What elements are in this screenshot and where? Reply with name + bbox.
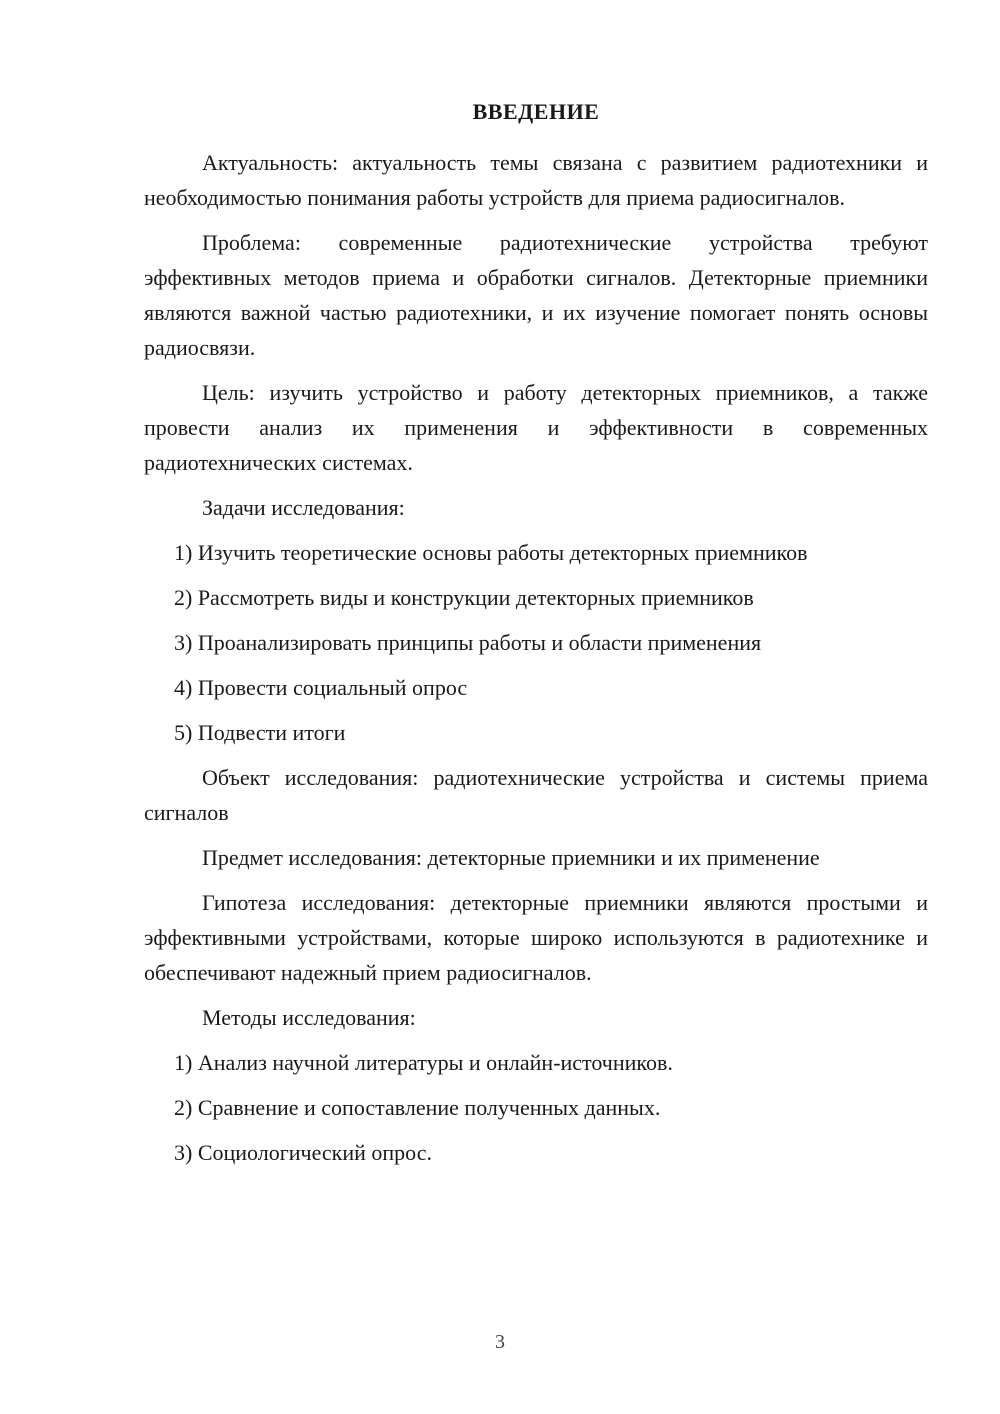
task-item: 5) Подвести итоги	[174, 720, 346, 745]
page-heading: ВВЕДЕНИЕ	[472, 99, 600, 124]
tasks-list	[144, 535, 928, 750]
page-number: 3	[495, 1331, 505, 1353]
goal-paragraph: Цель: изучить устройство и работу детекторных приемников, а также провести анализ их применения и эффективности в современных радиотехнических системах.	[144, 380, 928, 475]
task-item: 4) Провести социальный опрос	[174, 675, 468, 700]
page-content	[144, 94, 928, 1180]
subject-paragraph: Предмет исследования: детекторные приемники и их применение	[202, 845, 820, 870]
task-item: 1) Изучить теоретические основы работы детекторных приемников	[174, 540, 808, 565]
method-item: 1) Анализ научной литературы и онлайн-источников.	[174, 1050, 673, 1075]
problem-paragraph: Проблема: современные радиотехнические устройства требуют эффективных методов приема и обработки сигналов. Детекторные приемники являются важной частью радиотехники, и их изучение помогает понять основы радиосвязи.	[144, 230, 928, 360]
task-item: 2) Рассмотреть виды и конструкции детекторных приемников	[174, 585, 754, 610]
methods-list	[144, 1045, 928, 1170]
methods-title: Методы исследования:	[202, 1005, 416, 1030]
task-item: 3) Проанализировать принципы работы и области применения	[174, 630, 762, 655]
relevance-paragraph: Актуальность: актуальность темы связана с развитием радиотехники и необходимостью понимания работы устройств для приема радиосигналов.	[144, 150, 928, 210]
hypothesis-paragraph: Гипотеза исследования: детекторные приемники являются простыми и эффективными устройствами, которые широко используются в радиотехнике и обеспечивают надежный прием радиосигналов.	[144, 890, 928, 985]
method-item: 3) Социологический опрос.	[174, 1140, 432, 1165]
method-item: 2) Сравнение и сопоставление полученных данных.	[174, 1095, 661, 1120]
tasks-title: Задачи исследования:	[202, 495, 405, 520]
object-paragraph: Объект исследования: радиотехнические устройства и системы приема сигналов	[144, 765, 928, 825]
